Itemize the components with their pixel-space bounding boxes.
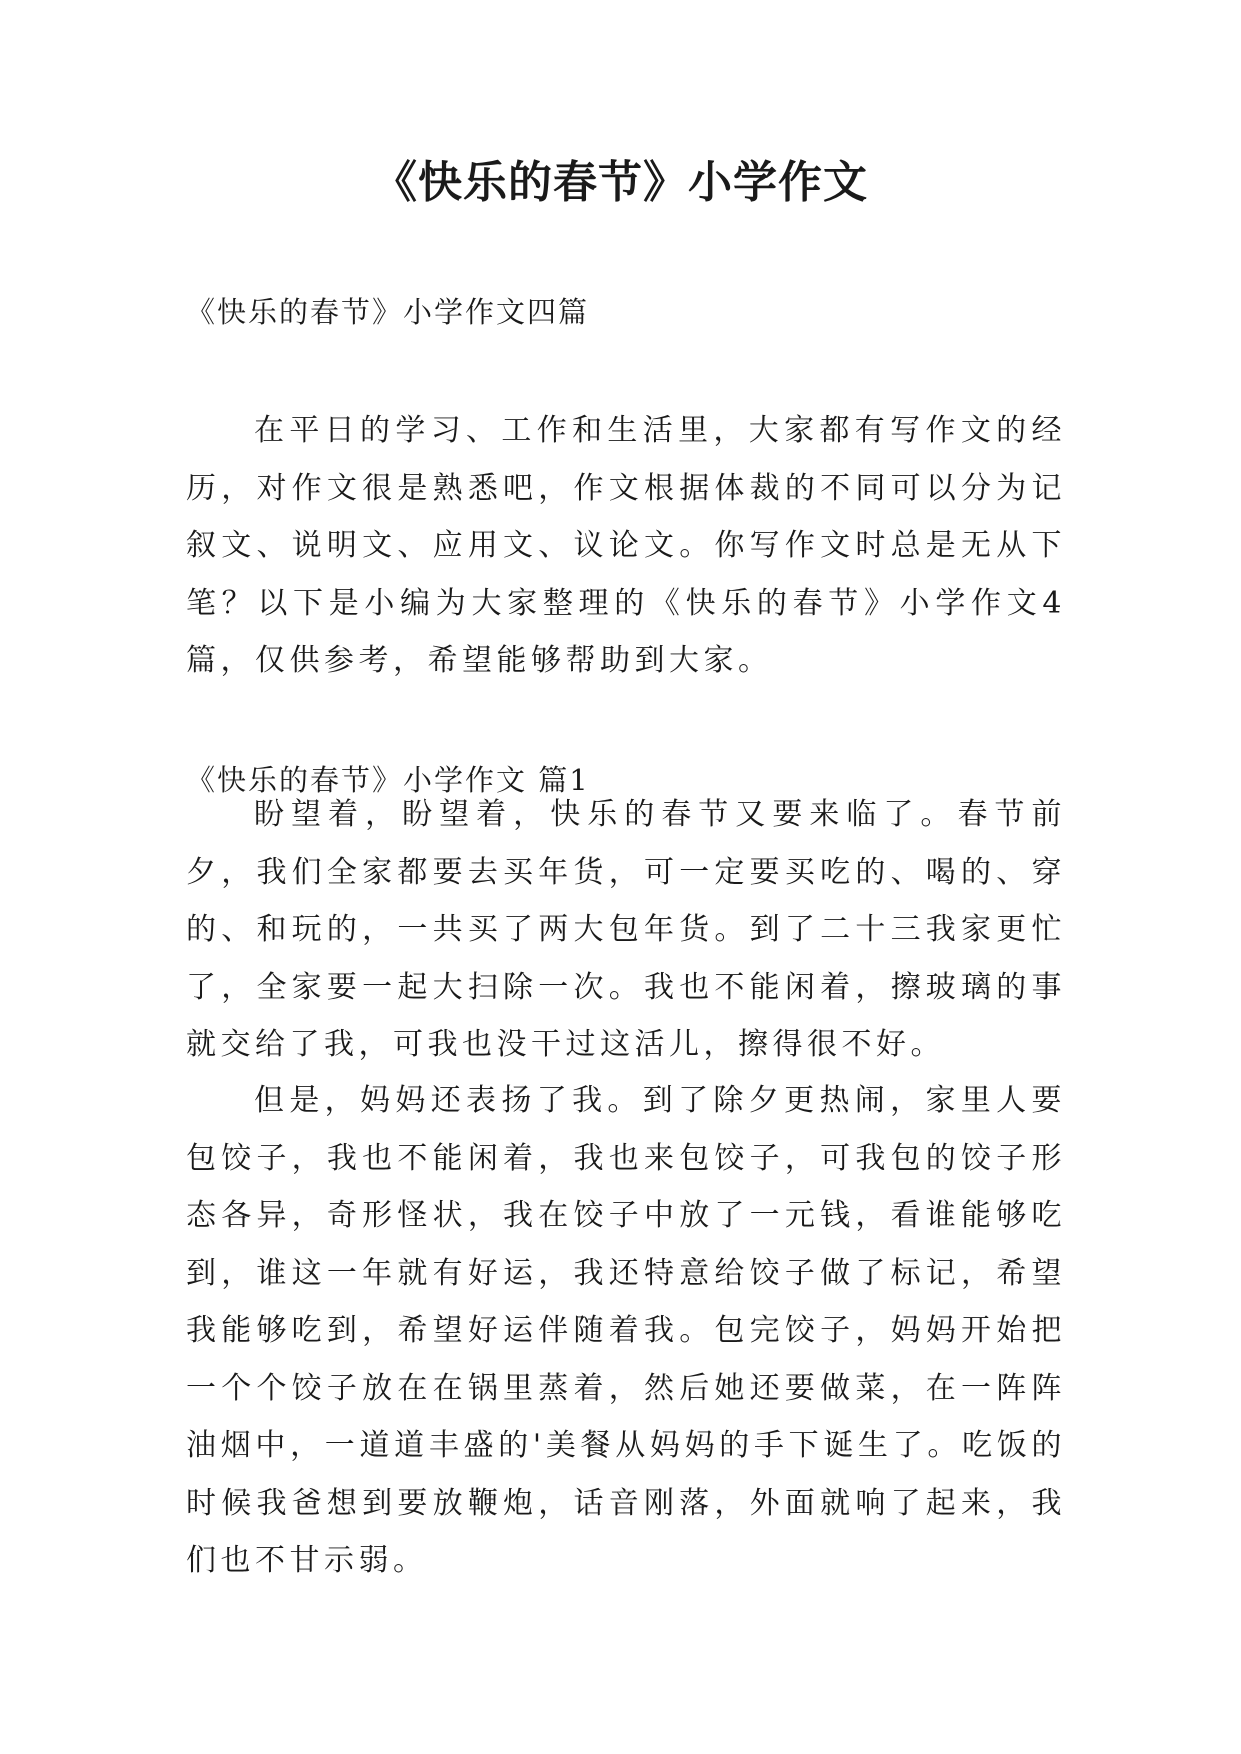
document-subtitle: 《快乐的春节》小学作文四篇 <box>186 295 590 329</box>
document-title: 《快乐的春节》小学作文 <box>373 157 868 208</box>
section-heading: 《快乐的春节》小学作文 篇1 <box>186 763 590 797</box>
intro-paragraph: 在平日的学习、工作和生活里，大家都有写作文的经历，对作文很是熟悉吧，作文根据体裁的不同可以分为记叙文、说明文、应用文、议论文。你写作文时总是无从下笔？以下是小编为大家整理的《快乐的春节》小学作文4篇，仅供参考，希望能够帮助到大家。 <box>186 413 1066 678</box>
body-paragraph: 但是，妈妈还表扬了我。到了除夕更热闹，家里人要包饺子，我也不能闲着，我也来包饺子，可我包的饺子形态各异，奇形怪状，我在饺子中放了一元钱，看谁能够吃到，谁这一年就有好运，我还特意给饺子做了标记，希望我能够吃到，希望好运伴随着我。包完饺子，妈妈开始把一个个饺子放在在锅里蒸着，然后她还要做菜，在一阵阵油烟中，一道道丰盛的'美餐从妈妈的手下诞生了。吃饭的时候我爸想到要放鞭炮，话音刚落，外面就响了起来，我们也不甘示弱。 <box>186 1083 1066 1578</box>
body-paragraph: 盼望着，盼望着，快乐的春节又要来临了。春节前夕，我们全家都要去买年货，可一定要买吃的、喝的、穿的、和玩的，一共买了两大包年货。到了二十三我家更忙了，全家要一起大扫除一次。我也不能闲着，擦玻璃的事就交给了我，可我也没干过这活儿，擦得很不好。 <box>186 797 1066 1062</box>
